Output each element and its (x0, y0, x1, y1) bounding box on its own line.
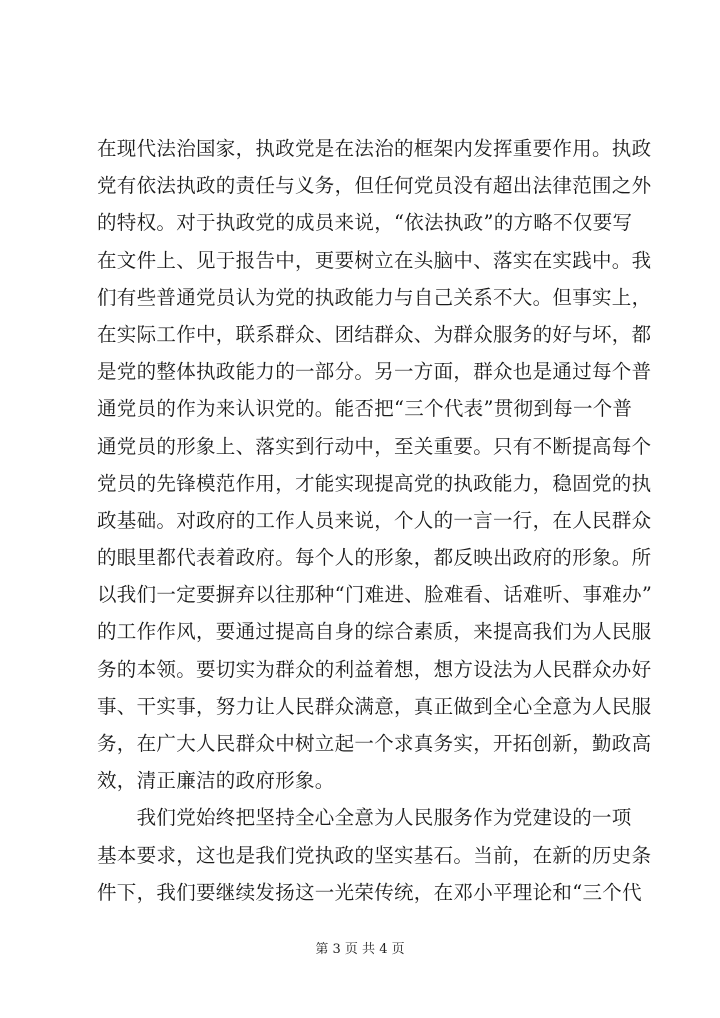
text-line: 件下，我们要继续发扬这一光荣传统，在邓小平理论和“三个代 (97, 880, 642, 904)
text-line: 们有些普通党员认为党的执政能力与自己关系不大。但事实上， (97, 285, 652, 309)
text-line: 党有依法执政的责任与义务，但任何党员没有超出法律范围之外 (97, 174, 652, 198)
text-line: 党员的先锋模范作用，才能实现提高党的执政能力，稳固党的执 (97, 471, 652, 495)
text-line: 以我们一定要摒弃以往那种“门难进、脸难看、话难听、事难办” (97, 583, 653, 607)
text-line: 的工作作风，要通过提高自身的综合素质，来提高我们为人民服 (97, 620, 652, 644)
text-line: 在文件上、见于报告中，更要树立在头脑中、落实在实践中。我 (97, 248, 652, 272)
text-line: 基本要求，这也是我们党执政的坚实基石。当前，在新的历史条 (97, 843, 652, 867)
text-line: 的特权。对于执政党的成员来说，“依法执政”的方略不仅要写 (97, 211, 633, 235)
text-line: 效，清正廉洁的政府形象。 (97, 769, 335, 793)
text-line: 务的本领。要切实为群众的利益着想，想方设法为人民群众办好 (97, 657, 652, 681)
text-line: 政基础。对政府的工作人员来说，个人的一言一行，在人民群众 (97, 508, 652, 532)
text-line: 务，在广大人民群众中树立起一个求真务实，开拓创新，勤政高 (97, 732, 652, 755)
body-text (97, 130, 657, 911)
text-line: 我们党始终把坚持全心全意为人民服务作为党建设的一项 (97, 806, 632, 830)
text-line: 的眼里都代表着政府。每个人的形象，都反映出政府的形象。所 (97, 546, 652, 570)
text-line: 事、干实事，努力让人民群众满意，真正做到全心全意为人民服 (97, 694, 652, 718)
text-line: 在实际工作中，联系群众、团结群众、为群众服务的好与坏，都 (97, 322, 652, 346)
text-line: 通党员的作为来认识党的。能否把“三个代表”贯彻到每一个普 (97, 397, 633, 421)
text-line: 在现代法治国家，执政党是在法治的框架内发挥重要作用。执政 (97, 137, 652, 160)
page-footer: 第 3 页 共 4 页 (315, 942, 405, 957)
text-line: 通党员的形象上、落实到行动中，至关重要。只有不断提高每个 (97, 434, 652, 458)
text-line: 是党的整体执政能力的一部分。另一方面，群众也是通过每个普 (97, 360, 652, 384)
